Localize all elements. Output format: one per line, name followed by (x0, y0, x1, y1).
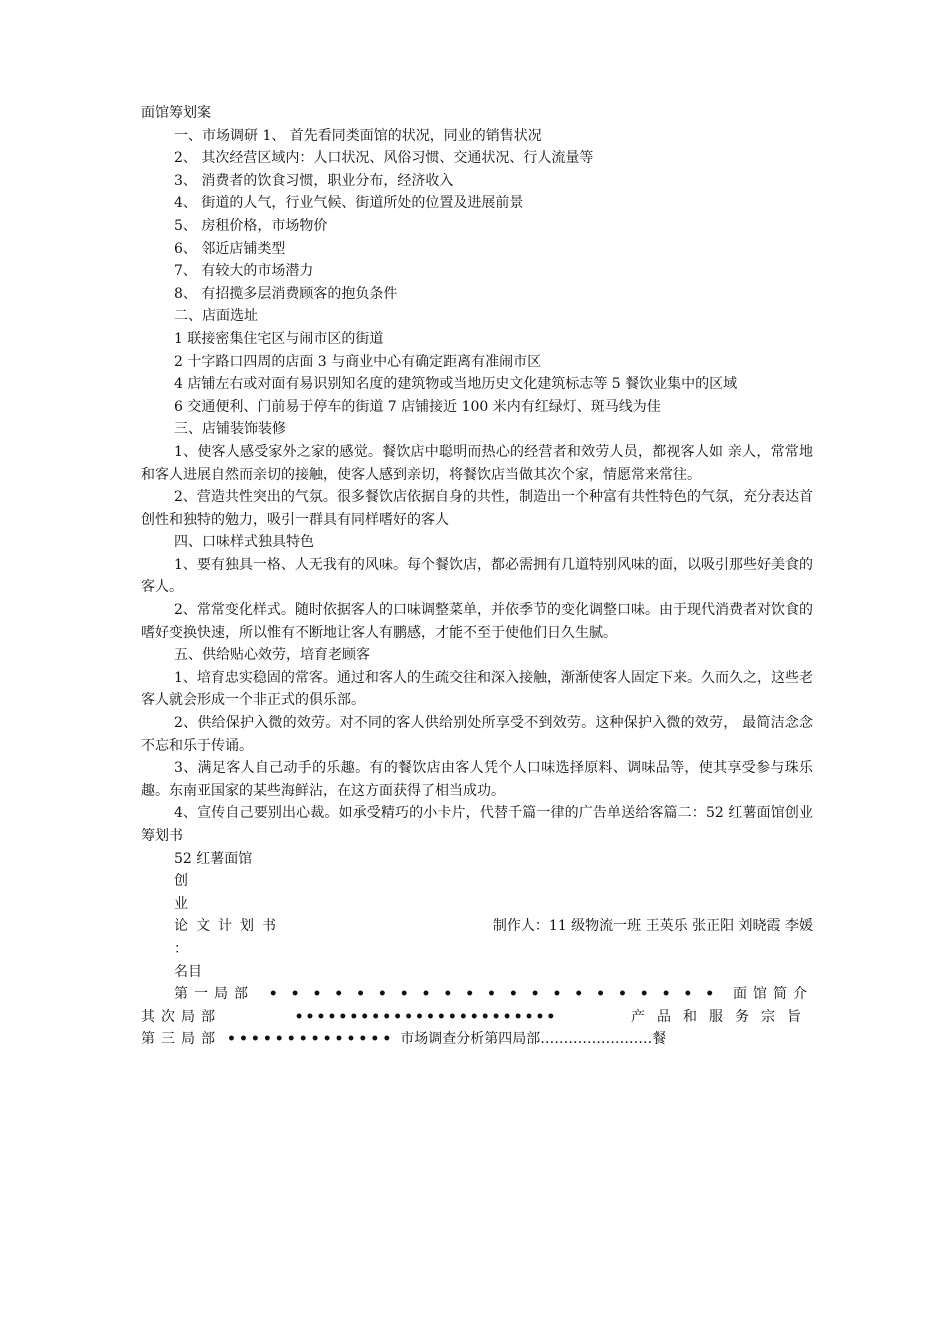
part2-colon: ： (174, 940, 188, 957)
section-5-heading: 五、供给贴心效劳，培育老顾客 (174, 647, 370, 664)
paragraph: 2、营造共性突出的气氛。很多餐饮店依据自身的共性，制造出一个种富有共性特色的气氛，充分表达首创性和独特的勉力，吸引一群具有同样嗜好的客人 (141, 489, 813, 528)
list-item: 2 十字路口四周的店面 3 与商业中心有确定距离有准闹市区 (174, 353, 542, 370)
toc-dots: • • • • • • • • • • • • • • • • • • • • • (268, 986, 719, 1003)
part2-title-line-3: 业 (174, 895, 188, 912)
paragraph: 2、常常变化样式。随时依据客人的口味调整菜单，并依季节的变化调整口味。由于现代消费者对饮食的嗜好变换快速，所以惟有不断地让客人有鹏感，才能不至于使他们日久生腻。 (141, 602, 813, 641)
list-item: 3、 消费者的饮食习惯，职业分布，经济收入 (174, 172, 454, 189)
paragraph: 1、使客人感受家外之家的感觉。餐饮店中聪明而热心的经营者和效劳人员，都视客人如 亲人，常常地和客人进展自然而亲切的接触，使客人感到亲切，将餐饮店当做其次个家，情愿常来常往。 (141, 443, 813, 483)
section-3-heading: 三、店铺装饰装修 (174, 421, 286, 438)
list-item: 4 店铺左右或对面有易识别知名度的建筑物或当地历史文化建筑标志等 5 餐饮业集中的区域 (174, 376, 738, 393)
list-item: 8、 有招揽多层消费顾客的抱负条件 (174, 285, 398, 302)
section-1-heading: 一、市场调研 1、 首先看同类面馆的状况，同业的销售状况 (174, 127, 542, 144)
section-4-heading: 四、口味样式独具特色 (174, 534, 314, 551)
list-item: 5、 房租价格，市场物价 (174, 217, 328, 234)
paragraph: 4、宣传自己要别出心裁。如承受精巧的小卡片，代替千篇一律的广告单送给客篇二：52 红薯面馆创业筹划书 (141, 805, 813, 844)
toc-right: 面馆简介 (733, 986, 813, 1003)
toc-row (141, 1006, 813, 1029)
list-item: 6、 邻近店铺类型 (174, 240, 286, 257)
part2-title-line-2: 创 (174, 873, 188, 890)
list-item: 4、 街道的人气，行业气候、街道所处的位置及进展前景 (174, 195, 524, 212)
document-page (141, 102, 813, 1051)
section-2-heading: 二、店面选址 (174, 308, 258, 325)
part2-maker: 制作人：11 级物流一班 王英乐 张正阳 刘晓霞 李媛 (492, 918, 813, 935)
part2-title-line-4: 论文计划书 (174, 918, 284, 935)
paragraph: 2、供给保护入微的效劳。对不同的客人供给别处所享受不到效劳。这种保护入微的效劳， 最简洁念念不忘和乐于传诵。 (141, 715, 813, 754)
doc-title: 面馆筹划案 (141, 105, 211, 121)
toc-right: 产品和服务宗旨 (631, 1008, 813, 1025)
paragraph: 1、培育忠实稳固的常客。通过和客人的生疏交往和深入接触，渐渐使客人固定下来。久而久之，这些老客人就会形成一个非正式的俱乐部。 (141, 669, 813, 709)
part2-title-line-1: 52 红薯面馆 (174, 850, 253, 867)
toc-right: 市场调查分析第四局部……………………餐 (400, 1031, 667, 1048)
toc-dots: •••••••••••••• (227, 1031, 395, 1048)
toc-dots: •••••••••••••••••••••••• (294, 1008, 558, 1025)
toc-left: 第一局部 (174, 986, 254, 1003)
list-item: 2、 其次经营区域内：人口状况、风俗习惯、交通状况、行人流量等 (174, 150, 594, 167)
contents-heading: 名目 (174, 963, 202, 980)
list-item: 6 交通便利、门前易于停车的街道 7 店铺接近 100 米内有红绿灯、斑马线为佳 (174, 398, 661, 415)
paragraph: 1、要有独具一格、人无我有的风味。每个餐饮店，都必需拥有几道特别风味的面，以吸引那些好美食的客人。 (141, 556, 813, 596)
part2-title-row (141, 915, 813, 938)
toc-row (141, 983, 813, 1006)
toc-row (141, 1028, 813, 1051)
paragraph: 3、满足客人自己动手的乐趣。有的餐饮店由客人凭个人口味选择原料、调味品等，使其享受参与珠乐趣。东南亚国家的某些海鲜沾，在这方面获得了相当成功。 (141, 760, 813, 799)
toc-left: 第三局部 (141, 1031, 221, 1048)
toc-left: 其次局部 (141, 1008, 221, 1025)
list-item: 1 联接密集住宅区与闹市区的街道 (174, 330, 384, 347)
list-item: 7、 有较大的市场潜力 (174, 263, 314, 280)
